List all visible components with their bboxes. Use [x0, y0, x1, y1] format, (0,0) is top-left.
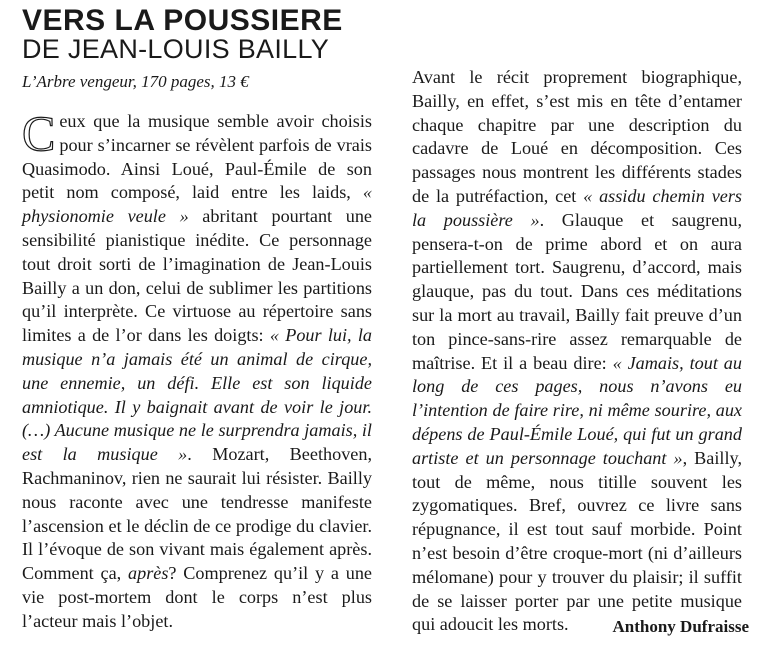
- body-text: . Mozart, Beethoven, Rachmaninov, rien ne saurait lui résister. Bailly nous raconte avec une tendresse manifeste l’ascension et le déclin de ce prodige du clavier. Il l’évoque de son vivant mais également après. Comment ça,: [22, 444, 372, 584]
- quote-text: « physionomie veule »: [22, 182, 372, 227]
- body-text: . Glauque et saugrenu, pensera-t-on de prime abord et on aura partiellement tort. Saugrenu, d’accord, mais glauque, pas du tout. Dans ces méditations sur la mort au travail, Bailly fait preuve d’un ton pince-sans-rire assez remarquable de maîtrise. Et il a beau dire:: [412, 209, 742, 373]
- body-text: eux que la musique semble avoir choisis pour s’incarner se révèlent parfois de vrais Quasimodo. Ainsi Loué, Paul-Émile de son petit nom composé, laid entre les laids,: [22, 111, 372, 203]
- quote-text: « Pour lui, la musique n’a jamais été un animal de cirque, une ennemie, un défi. Elle est son liquide amniotique. Il y baignait avant de voir le jour. (…) Aucune musique ne le surprendra jamais, il est la musique »: [22, 325, 372, 465]
- author-signature: Anthony Dufraisse: [612, 617, 749, 636]
- body-text: , Bailly, tout de même, nous titille souvent les zygomatiques. Bref, ouvrez ce livre sans répugnance, il est tout sauf morbide. Point n’est besoin d’être croque-mort (ni d’ailleurs mélomane) pour y trouver du plaisir; il suffit de se laisser porter par une petite musique qui adoucit les morts.: [412, 447, 742, 635]
- right-paragraph: [412, 66, 742, 637]
- quote-text: « Jamais, tout au long de ces pages, nous n’avons eu l’intention de faire rire, ni même sourire, aux dépens de Paul-Émile Loué, qui fut un grand artiste et un personnage touchant »: [412, 352, 742, 468]
- body-text: ? Comprenez qu’il y a une vie post-mortem dont le corps n’est plus l’acteur mais l’objet.: [22, 563, 372, 631]
- drop-cap: C: [22, 105, 56, 161]
- right-text: [412, 67, 742, 634]
- body-text: abritant pourtant une sensibilité pianistique inédite. Ce personnage tout droit sorti de l’imagination de Jean-Louis Bailly a un don, celui de sublimer les partitions qu’il interprète. Ce virtuose au répertoire sans limites a de l’or dans les doigts:: [22, 206, 373, 346]
- left-column: [22, 105, 373, 634]
- left-text: [22, 105, 373, 631]
- right-column: [412, 66, 742, 637]
- article-subtitle: DE JEAN-LOUIS BAILLY: [22, 34, 330, 64]
- left-paragraph: [22, 105, 373, 634]
- quote-text: après: [128, 563, 169, 584]
- body-text: Avant le récit proprement biographique, Bailly, en effet, s’est mis en tête d’entamer chaque chapitre par une description du cadavre de Loué en décomposition. Ces passages nous montrent les différents stades de la putréfaction, cet: [412, 67, 742, 206]
- publisher-info: L’Arbre vengeur, 170 pages, 13 €: [22, 72, 249, 91]
- article-title: VERS LA POUSSIERE: [22, 4, 343, 37]
- quote-text: « assidu chemin vers la poussière »: [412, 185, 742, 230]
